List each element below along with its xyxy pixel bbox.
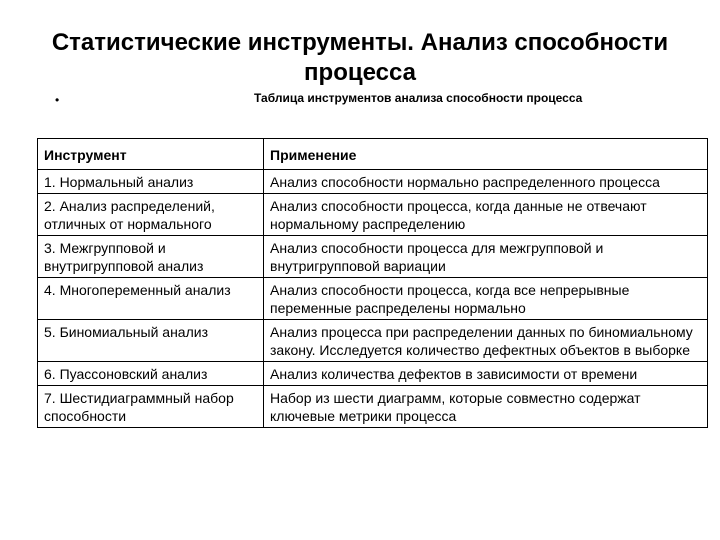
use-cell: Набор из шести диаграмм, которые совместно содержат ключевые метрики процесса: [264, 386, 708, 428]
bullet-marker: •: [55, 93, 60, 107]
tool-cell: 4. Многопеременный анализ: [38, 278, 264, 320]
header-tool: Инструмент: [38, 139, 264, 170]
use-cell: Анализ способности процесса, когда данные не отвечают нормальному распределению: [264, 194, 708, 236]
tool-cell: 5. Биномиальный анализ: [38, 320, 264, 362]
table-row: [38, 194, 708, 236]
table-header-row: [38, 139, 708, 170]
page-title: [40, 28, 680, 88]
table-row: [38, 236, 708, 278]
title-line-1: Статистические инструменты. Анализ способности: [51, 29, 669, 56]
table-row: [38, 386, 708, 428]
tool-cell: 2. Анализ распределений, отличных от нормального: [38, 194, 264, 236]
title-line-2: процесса: [304, 59, 416, 86]
use-cell: Анализ способности процесса для межгрупповой и внутригрупповой вариации: [264, 236, 708, 278]
tool-cell: 6. Пуассоновский анализ: [38, 362, 264, 386]
table-row: [38, 362, 708, 386]
tool-cell: 1. Нормальный анализ: [38, 170, 264, 194]
use-cell: Анализ способности процесса, когда все непрерывные переменные распределены нормально: [264, 278, 708, 320]
tool-cell: 3. Межгрупповой и внутригрупповой анализ: [38, 236, 264, 278]
table-row: [38, 320, 708, 362]
use-cell: Анализ количества дефектов в зависимости от времени: [264, 362, 708, 386]
tool-cell: 7. Шестидиаграммный набор способности: [38, 386, 264, 428]
table-row: [38, 170, 708, 194]
use-cell: Анализ процесса при распределении данных по биномиальному закону. Исследуется количество дефектных объектов в выборке: [264, 320, 708, 362]
tools-table: [37, 138, 708, 428]
table-caption: Таблица инструментов анализа способности процесса: [254, 91, 583, 105]
header-use: Применение: [264, 139, 708, 170]
table-row: [38, 278, 708, 320]
use-cell: Анализ способности нормально распределенного процесса: [264, 170, 708, 194]
